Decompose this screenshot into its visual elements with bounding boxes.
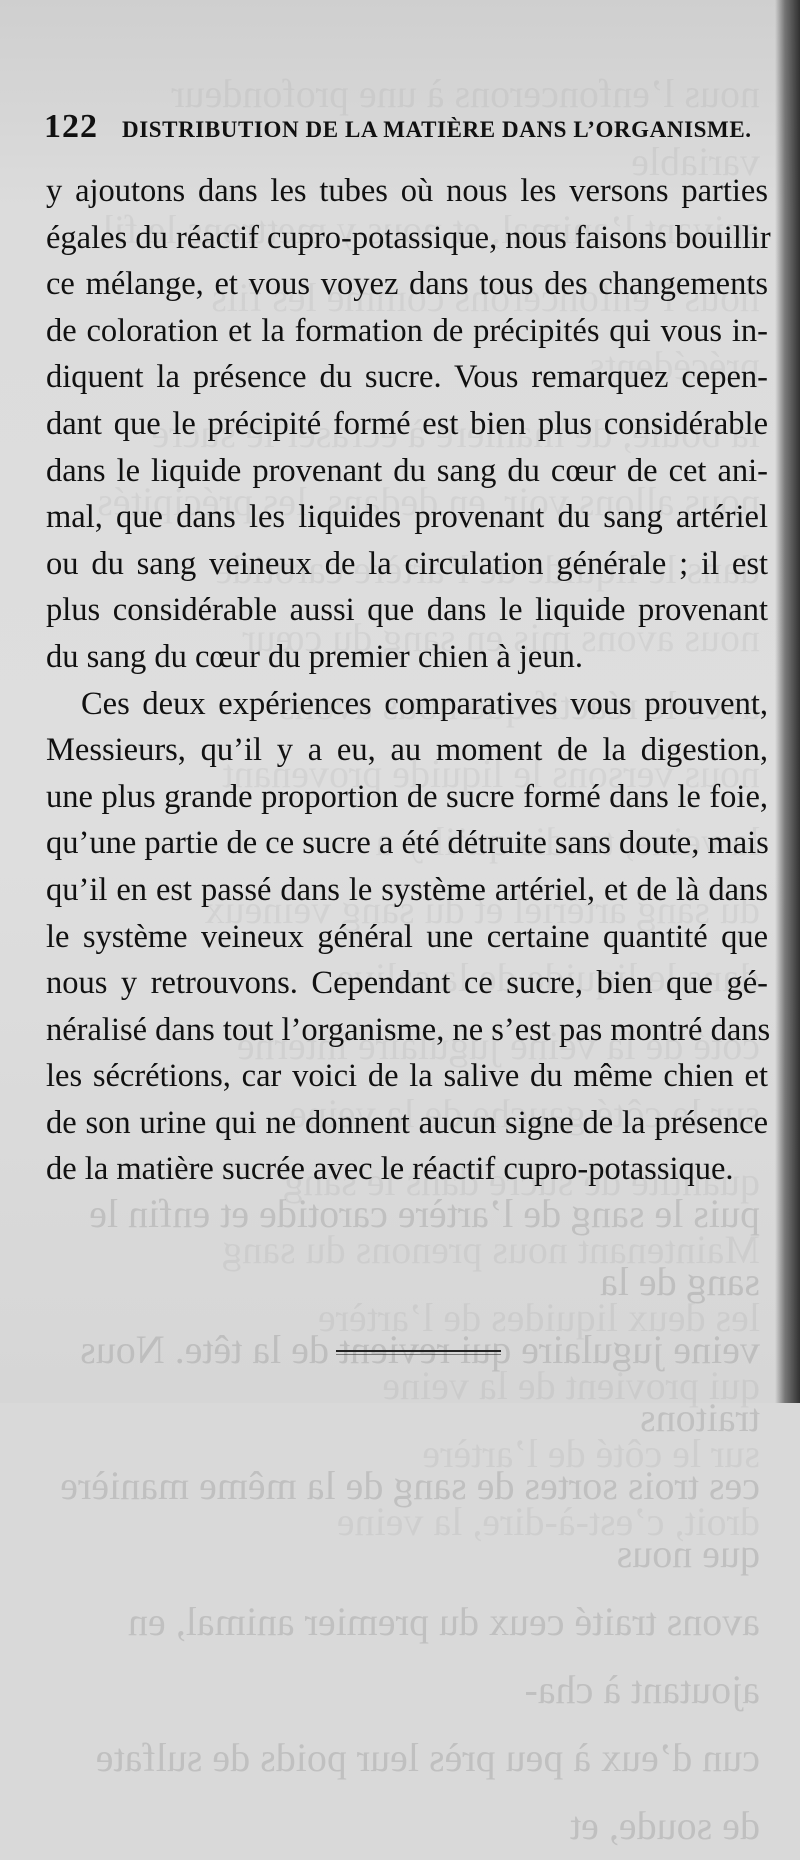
footer-rule-shadow [336, 1354, 501, 1355]
body-text [46, 168, 771, 1193]
page-number: 122 [44, 108, 98, 145]
text-line: dans le liquide provenant du sang du cœur de cet ani- [46, 452, 768, 489]
text-line: de la matière sucrée avec le réactif cupro-potassique. [46, 1151, 734, 1188]
text-line: égales du réactif cupro-potassique, nous faisons bouillir [46, 219, 771, 256]
text-line: plus considérable aussi que dans le liquide provenant [46, 592, 768, 629]
text-line: nous y retrouvons. Cependant ce sucre, bien que gé- [46, 965, 768, 1002]
paragraph-start-line: Ces deux expériences comparatives vous prouvent, [81, 685, 768, 722]
text-line: les sécrétions, car voici de la salive du même chien et [46, 1058, 768, 1095]
footer-rule [336, 1350, 501, 1352]
text-line: ou du sang veineux de la circulation générale ; il est [46, 545, 768, 582]
text-line: qu’il en est passé dans le système artériel, et de là dans [46, 871, 768, 908]
text-line: Messieurs, qu’il y a eu, au moment de la digestion, [46, 732, 768, 769]
text-line: néralisé dans tout l’organisme, ne s’est pas montré dans [46, 1011, 771, 1048]
text-line: y ajoutons dans les tubes où nous les versons parties [46, 173, 768, 209]
text-line: qu’une partie de ce sucre a été détruite sans doute, mais [46, 825, 769, 862]
text-line: du sang du cœur du premier chien à jeun. [46, 638, 583, 675]
text-line: ce mélange, et vous voyez dans tous des changements [46, 266, 768, 303]
text-line: dant que le précipité formé est bien plus considérable [46, 405, 768, 442]
text-line: le système veineux général une certaine quantité que [46, 918, 768, 955]
text-line: une plus grande proportion de sucre formé dans le foie, [46, 778, 768, 815]
text-line: de son urine qui ne donnent aucun signe de la présence [46, 1104, 768, 1141]
running-title: DISTRIBUTION DE LA MATIÈRE DANS L’ORGANISME. [122, 117, 752, 142]
text-line: de coloration et la formation de précipités qui vous in- [46, 312, 768, 349]
running-head [44, 108, 764, 152]
show-through-text-bottom: puis le sang de l’artère carotide et enfin le sang de la veine jugulaire qui revient de la tête. Nous traitons ces trois sortes de sang de la même manière que nous avons traité ceux du premier animal, en ajoutant à cha- cun d’eux à peu près leur poids de sulfate de soude, et [60, 1191, 760, 1848]
text-line: diquent la présence du sucre. Vous remarquez cepen- [46, 359, 768, 396]
text-line: mal, que dans les liquides provenant du sang artériel [46, 499, 768, 536]
